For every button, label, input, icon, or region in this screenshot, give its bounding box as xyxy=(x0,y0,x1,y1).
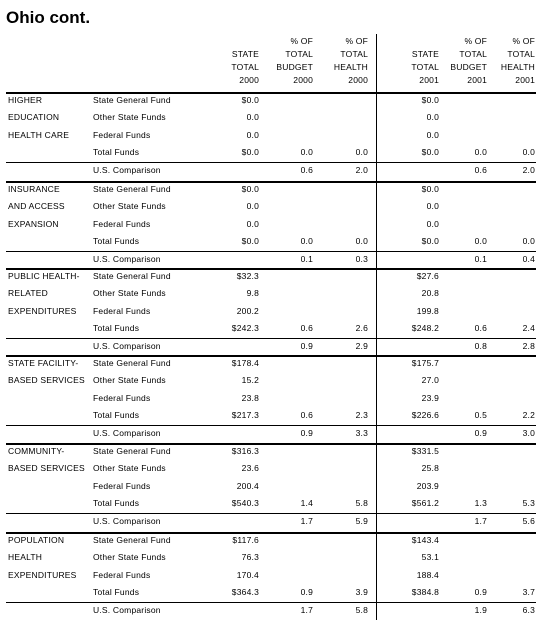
column-header-line: 2000 xyxy=(348,75,368,85)
value-cell: 23.6 xyxy=(241,463,259,474)
value-cell: 0.0 xyxy=(522,236,535,247)
value-cell: 23.8 xyxy=(241,392,259,403)
column-header-line: BUDGET xyxy=(450,62,487,72)
value-cell: $178.4 xyxy=(231,358,259,368)
fund-label: State General Fund xyxy=(93,184,171,194)
category-label: INSURANCE xyxy=(8,184,60,194)
fund-label: Federal Funds xyxy=(93,392,151,403)
value-cell: 200.2 xyxy=(236,305,259,316)
value-cell: $0.0 xyxy=(241,147,259,158)
value-cell: 23.9 xyxy=(421,392,439,403)
category-label: BASED SERVICES xyxy=(8,463,85,474)
value-cell: 203.9 xyxy=(416,480,439,491)
column-header xyxy=(411,48,439,87)
value-cell: $226.6 xyxy=(411,410,439,421)
section-divider-line xyxy=(6,532,536,534)
value-cell: 3.7 xyxy=(522,587,535,598)
fund-label: Total Funds xyxy=(93,236,140,247)
category-label: POPULATION xyxy=(8,535,65,545)
value-cell: 2.4 xyxy=(522,323,535,334)
column-header-line: 2000 xyxy=(293,75,313,85)
column-header-line: 2001 xyxy=(467,75,487,85)
category-label: EXPANSION xyxy=(8,218,59,229)
category-label: EDUCATION xyxy=(8,112,60,123)
comparison-separator-line xyxy=(6,338,536,339)
value-cell: $384.8 xyxy=(411,587,439,598)
fund-label: Total Funds xyxy=(93,323,140,334)
value-cell: $217.3 xyxy=(231,410,259,421)
value-cell: 5.9 xyxy=(355,515,368,526)
value-cell: 0.0 xyxy=(246,112,259,123)
fund-label: U.S. Comparison xyxy=(93,340,161,351)
comparison-separator-line xyxy=(6,251,536,252)
value-cell: 1.9 xyxy=(474,604,487,615)
category-label: AND ACCESS xyxy=(8,201,65,212)
value-cell: $242.3 xyxy=(231,323,259,334)
value-cell: 5.8 xyxy=(355,498,368,509)
value-cell: 0.1 xyxy=(474,253,487,264)
column-header-line: % OF xyxy=(290,36,313,46)
fund-label: State General Fund xyxy=(93,358,171,368)
fund-label: Total Funds xyxy=(93,147,140,158)
value-cell: 0.0 xyxy=(355,147,368,158)
value-cell: 0.0 xyxy=(474,236,487,247)
value-cell: $316.3 xyxy=(231,446,259,456)
value-cell: 0.0 xyxy=(426,112,439,123)
column-header-line: STATE xyxy=(231,49,259,59)
fund-label: Other State Funds xyxy=(93,201,166,212)
fund-label: Other State Funds xyxy=(93,112,166,123)
column-header-line: TOTAL xyxy=(459,49,487,59)
value-cell: 0.9 xyxy=(300,427,313,438)
value-cell: $248.2 xyxy=(411,323,439,334)
value-cell: 76.3 xyxy=(241,552,259,563)
column-header xyxy=(501,35,535,87)
value-cell: 5.8 xyxy=(355,604,368,615)
value-cell: $331.5 xyxy=(411,446,439,456)
value-cell: 0.0 xyxy=(300,236,313,247)
fund-label: Federal Funds xyxy=(93,480,151,491)
value-cell: 9.8 xyxy=(246,288,259,299)
value-cell: 53.1 xyxy=(421,552,439,563)
value-cell: 1.7 xyxy=(300,515,313,526)
value-cell: $27.6 xyxy=(416,271,439,281)
section-divider-line xyxy=(6,181,536,183)
fund-label: State General Fund xyxy=(93,446,171,456)
value-cell: 5.6 xyxy=(522,515,535,526)
fund-label: Other State Funds xyxy=(93,375,166,386)
value-cell: 0.9 xyxy=(300,587,313,598)
value-cell: 199.8 xyxy=(416,305,439,316)
column-header-line: TOTAL xyxy=(285,49,313,59)
value-cell: 20.8 xyxy=(421,288,439,299)
value-cell: 6.3 xyxy=(522,604,535,615)
value-cell: 1.3 xyxy=(474,498,487,509)
value-cell: $0.0 xyxy=(421,236,439,247)
fund-label: Total Funds xyxy=(93,498,140,509)
category-label: HEALTH xyxy=(8,552,43,563)
column-header-line: % OF xyxy=(345,36,368,46)
value-cell: 0.0 xyxy=(474,147,487,158)
value-cell: 0.4 xyxy=(522,253,535,264)
column-header-line: % OF xyxy=(512,36,535,46)
value-cell: 1.4 xyxy=(300,498,313,509)
value-cell: 188.4 xyxy=(416,569,439,580)
value-cell: $143.4 xyxy=(411,535,439,545)
fund-label: Other State Funds xyxy=(93,552,166,563)
value-cell: $32.3 xyxy=(236,271,259,281)
value-cell: 0.0 xyxy=(246,201,259,212)
fund-label: U.S. Comparison xyxy=(93,427,161,438)
column-header-line: TOTAL xyxy=(507,49,535,59)
value-cell: 2.6 xyxy=(355,323,368,334)
value-cell: 2.9 xyxy=(355,340,368,351)
section-divider-line xyxy=(6,355,536,357)
category-label: COMMUNITY- xyxy=(8,446,65,456)
fund-label: U.S. Comparison xyxy=(93,164,161,175)
comparison-separator-line xyxy=(6,513,536,514)
column-header-line: 2001 xyxy=(515,75,535,85)
value-cell: 0.6 xyxy=(474,323,487,334)
value-cell: 0.9 xyxy=(474,587,487,598)
value-cell: 1.7 xyxy=(474,515,487,526)
value-cell: 2.0 xyxy=(522,164,535,175)
value-cell: 0.0 xyxy=(426,218,439,229)
value-cell: 0.0 xyxy=(426,129,439,140)
value-cell: 3.3 xyxy=(355,427,368,438)
fund-label: Other State Funds xyxy=(93,463,166,474)
value-cell: $561.2 xyxy=(411,498,439,509)
value-cell: 0.0 xyxy=(426,201,439,212)
value-cell: 0.0 xyxy=(355,236,368,247)
category-label: EXPENDITURES xyxy=(8,569,77,580)
value-cell: 0.9 xyxy=(300,340,313,351)
value-cell: $0.0 xyxy=(241,95,259,105)
value-cell: 27.0 xyxy=(421,375,439,386)
value-cell: $0.0 xyxy=(421,184,439,194)
column-header xyxy=(334,35,368,87)
value-cell: 0.0 xyxy=(246,218,259,229)
value-cell: $117.6 xyxy=(232,535,259,545)
value-cell: 200.4 xyxy=(236,480,259,491)
fund-label: State General Fund xyxy=(93,271,171,281)
value-cell: 0.0 xyxy=(246,129,259,140)
value-cell: $175.7 xyxy=(411,358,439,368)
value-cell: $0.0 xyxy=(421,147,439,158)
category-label: EXPENDITURES xyxy=(8,305,77,316)
value-cell: $540.3 xyxy=(231,498,259,509)
value-cell: 0.6 xyxy=(300,323,313,334)
comparison-separator-line xyxy=(6,425,536,426)
value-cell: 0.6 xyxy=(300,164,313,175)
page-title: Ohio cont. xyxy=(6,8,91,27)
section-divider-line xyxy=(6,443,536,445)
value-cell: $364.3 xyxy=(231,587,259,598)
column-header-line: HEALTH xyxy=(500,62,535,72)
value-cell: 5.3 xyxy=(522,498,535,509)
fund-label: Total Funds xyxy=(93,410,140,421)
value-cell: 0.0 xyxy=(522,147,535,158)
column-header xyxy=(231,48,259,87)
value-cell: 0.8 xyxy=(474,340,487,351)
fund-label: Federal Funds xyxy=(93,305,151,316)
category-label: HIGHER xyxy=(8,95,43,105)
comparison-separator-line xyxy=(6,162,536,163)
value-cell: 0.9 xyxy=(474,427,487,438)
category-label: RELATED xyxy=(8,288,48,299)
section-divider-line xyxy=(6,268,536,270)
comparison-separator-line xyxy=(6,602,536,603)
value-cell: 0.3 xyxy=(355,253,368,264)
fund-label: Other State Funds xyxy=(93,288,166,299)
fund-label: U.S. Comparison xyxy=(93,253,161,264)
column-header xyxy=(450,35,487,87)
value-cell: 0.1 xyxy=(300,253,313,264)
fund-label: State General Fund xyxy=(93,535,171,545)
value-cell: 0.0 xyxy=(300,147,313,158)
fund-label: Total Funds xyxy=(93,587,140,598)
column-header-line: STATE xyxy=(411,49,439,59)
value-cell: $0.0 xyxy=(241,184,259,194)
value-cell: 3.9 xyxy=(355,587,368,598)
column-header-line: % OF xyxy=(464,36,487,46)
column-header-line: HEALTH xyxy=(333,62,368,72)
fund-label: State General Fund xyxy=(93,95,171,105)
category-label: BASED SERVICES xyxy=(8,375,85,386)
value-cell: 170.4 xyxy=(236,569,259,580)
value-cell: 0.5 xyxy=(474,410,487,421)
category-label: PUBLIC HEALTH- xyxy=(8,271,80,281)
value-cell: 1.7 xyxy=(300,604,313,615)
fund-label: Federal Funds xyxy=(93,569,151,580)
section-divider-line xyxy=(6,92,536,94)
column-header-line: TOTAL xyxy=(231,62,259,72)
column-header-line: BUDGET xyxy=(276,62,313,72)
column-header-line: TOTAL xyxy=(340,49,368,59)
value-cell: 25.8 xyxy=(421,463,439,474)
column-header xyxy=(276,35,313,87)
value-cell: 0.6 xyxy=(300,410,313,421)
value-cell: 15.2 xyxy=(241,375,259,386)
fund-label: Federal Funds xyxy=(93,129,151,140)
category-label: HEALTH CARE xyxy=(8,129,70,140)
value-cell: $0.0 xyxy=(241,236,259,247)
value-cell: 2.3 xyxy=(355,410,368,421)
value-cell: 2.0 xyxy=(355,164,368,175)
column-header-line: 2001 xyxy=(419,75,439,85)
column-header-line: 2000 xyxy=(239,75,259,85)
category-label: STATE FACILITY- xyxy=(8,358,79,368)
fund-label: U.S. Comparison xyxy=(93,515,161,526)
fund-label: U.S. Comparison xyxy=(93,604,161,615)
column-header-line: TOTAL xyxy=(411,62,439,72)
value-cell: 2.8 xyxy=(522,340,535,351)
value-cell: 3.0 xyxy=(522,427,535,438)
value-cell: $0.0 xyxy=(421,95,439,105)
value-cell: 0.6 xyxy=(474,164,487,175)
value-cell: 2.2 xyxy=(522,410,535,421)
fund-label: Federal Funds xyxy=(93,218,151,229)
